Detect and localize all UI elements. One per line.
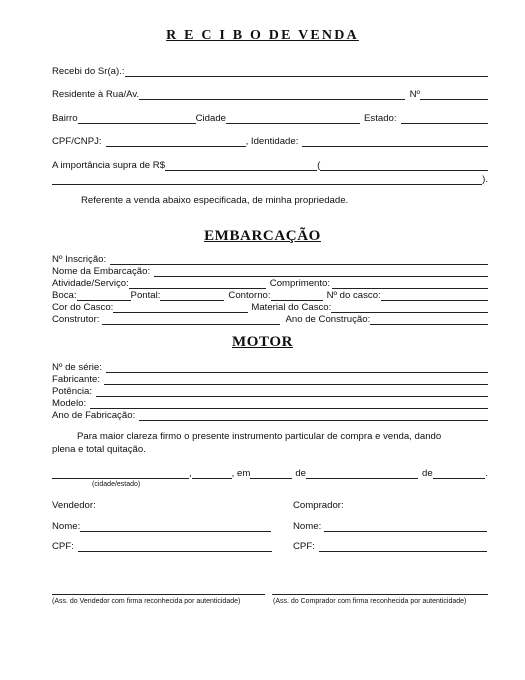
seller-cpf-row [52,539,272,552]
manufacturer-label: Fabricante: [52,374,100,385]
buyer-signature-line[interactable] [272,584,488,595]
district-field[interactable] [78,113,196,124]
contour-label: Contorno: [228,290,271,301]
beam-label: Boca: [52,290,77,301]
model-label: Modelo: [52,398,87,409]
date-end-dot: . [485,468,488,479]
reference-text: Referente a venda abaixo especificada, de minha propriedade. [81,195,349,206]
manufacture-year-row [52,408,488,421]
activity-label: Atividade/Serviço: [52,278,129,289]
amount-words-field[interactable] [320,160,488,171]
cpf-cnpj-label: CPF/CNPJ: [52,136,102,147]
state-field[interactable] [401,113,488,124]
address-field[interactable] [139,89,404,100]
amount-row [52,158,488,171]
amount-words-field-2[interactable] [52,174,482,185]
document-title: R E C I B O DE VENDA [166,28,359,43]
buyer-name-field[interactable] [324,521,487,532]
cpf-cnpj-field[interactable] [106,136,246,147]
power-label: Potência: [52,386,93,397]
month-field[interactable] [306,468,418,479]
serial-label: Nº de série: [52,362,102,373]
date-de-label-2: de [422,468,433,479]
seller-name-row [52,519,271,532]
seller-cpf-label: CPF: [52,541,74,552]
district-row [52,111,488,124]
city-state-caption: (cidade/estado) [92,481,141,488]
buyer-name-label: Nome: [293,521,322,532]
received-from-row [52,64,488,77]
day-field[interactable] [250,468,292,479]
buyer-signature-row [272,582,488,595]
manufacture-year-label: Ano de Fabricação: [52,410,136,421]
builder-row [52,312,488,325]
seller-name-field[interactable] [80,521,271,532]
clarity-paragraph-line-2: plena e total quitação. [52,444,146,455]
date-de-label-1: de [295,468,307,479]
number-field[interactable] [420,89,488,100]
buyer-cpf-field[interactable] [319,541,487,552]
state-label: Estado: [364,113,397,124]
identity-label: , Identidade: [245,136,299,147]
date-em-label: , em [231,468,251,479]
seller-signature-line[interactable] [52,584,265,595]
city-field[interactable] [226,113,360,124]
seller-name-label: Nome: [52,521,81,532]
year-field[interactable] [433,468,486,479]
builder-label: Construtor: [52,314,100,325]
clarity-paragraph-line-1: Para maior clareza firmo o presente instrumento particular de compra e venda, dando [77,431,442,442]
number-label: Nº [409,89,420,100]
address-row [52,87,488,100]
seller-signature-caption: (Ass. do Vendedor com firma reconhecida por autenticidade) [52,598,241,605]
hull-color-label: Cor do Casco: [52,302,114,313]
inscription-label: Nº Inscrição: [52,254,107,265]
hull-material-label: Material do Casco: [251,302,332,313]
buyer-heading: Comprador: [293,500,344,511]
buyer-cpf-row [293,539,487,552]
hull-number-label: Nº do casco: [326,290,381,301]
buyer-cpf-label: CPF: [293,541,315,552]
amount-field[interactable] [165,160,317,171]
amount-words-open: ( [317,160,321,171]
city-label: Cidade [195,113,226,124]
received-from-field[interactable] [125,66,488,77]
length-label: Comprimento: [269,278,331,289]
seller-heading: Vendedor: [52,500,96,511]
amount-words-close: ). [482,174,488,185]
identity-field[interactable] [302,136,488,147]
manufacture-year-field[interactable] [139,410,488,421]
seller-signature-row [52,582,265,595]
build-year-label: Ano de Construção: [285,314,371,325]
received-from-label: Recebi do Sr(a).: [52,66,125,77]
engine-section-title: MOTOR [231,334,294,350]
district-label: Bairro [52,113,78,124]
vessel-section-title: EMBARCAÇÃO [204,228,321,244]
cpf-identity-row [52,134,488,147]
date-comma: , [189,468,192,479]
amount-label: A importância supra de R$ [52,160,166,171]
seller-cpf-field[interactable] [78,541,272,552]
buyer-signature-caption: (Ass. do Comprador com firma reconhecida por autenticidade) [273,598,467,605]
vessel-name-label: Nome da Embarcação: [52,266,151,277]
depth-label: Pontal: [130,290,161,301]
build-year-field[interactable] [370,314,488,325]
builder-field[interactable] [102,314,280,325]
buyer-name-row [293,519,487,532]
address-label: Residente à Rua/Av. [52,89,140,100]
amount-words-row-2 [52,172,488,185]
weekday-field[interactable] [192,468,232,479]
